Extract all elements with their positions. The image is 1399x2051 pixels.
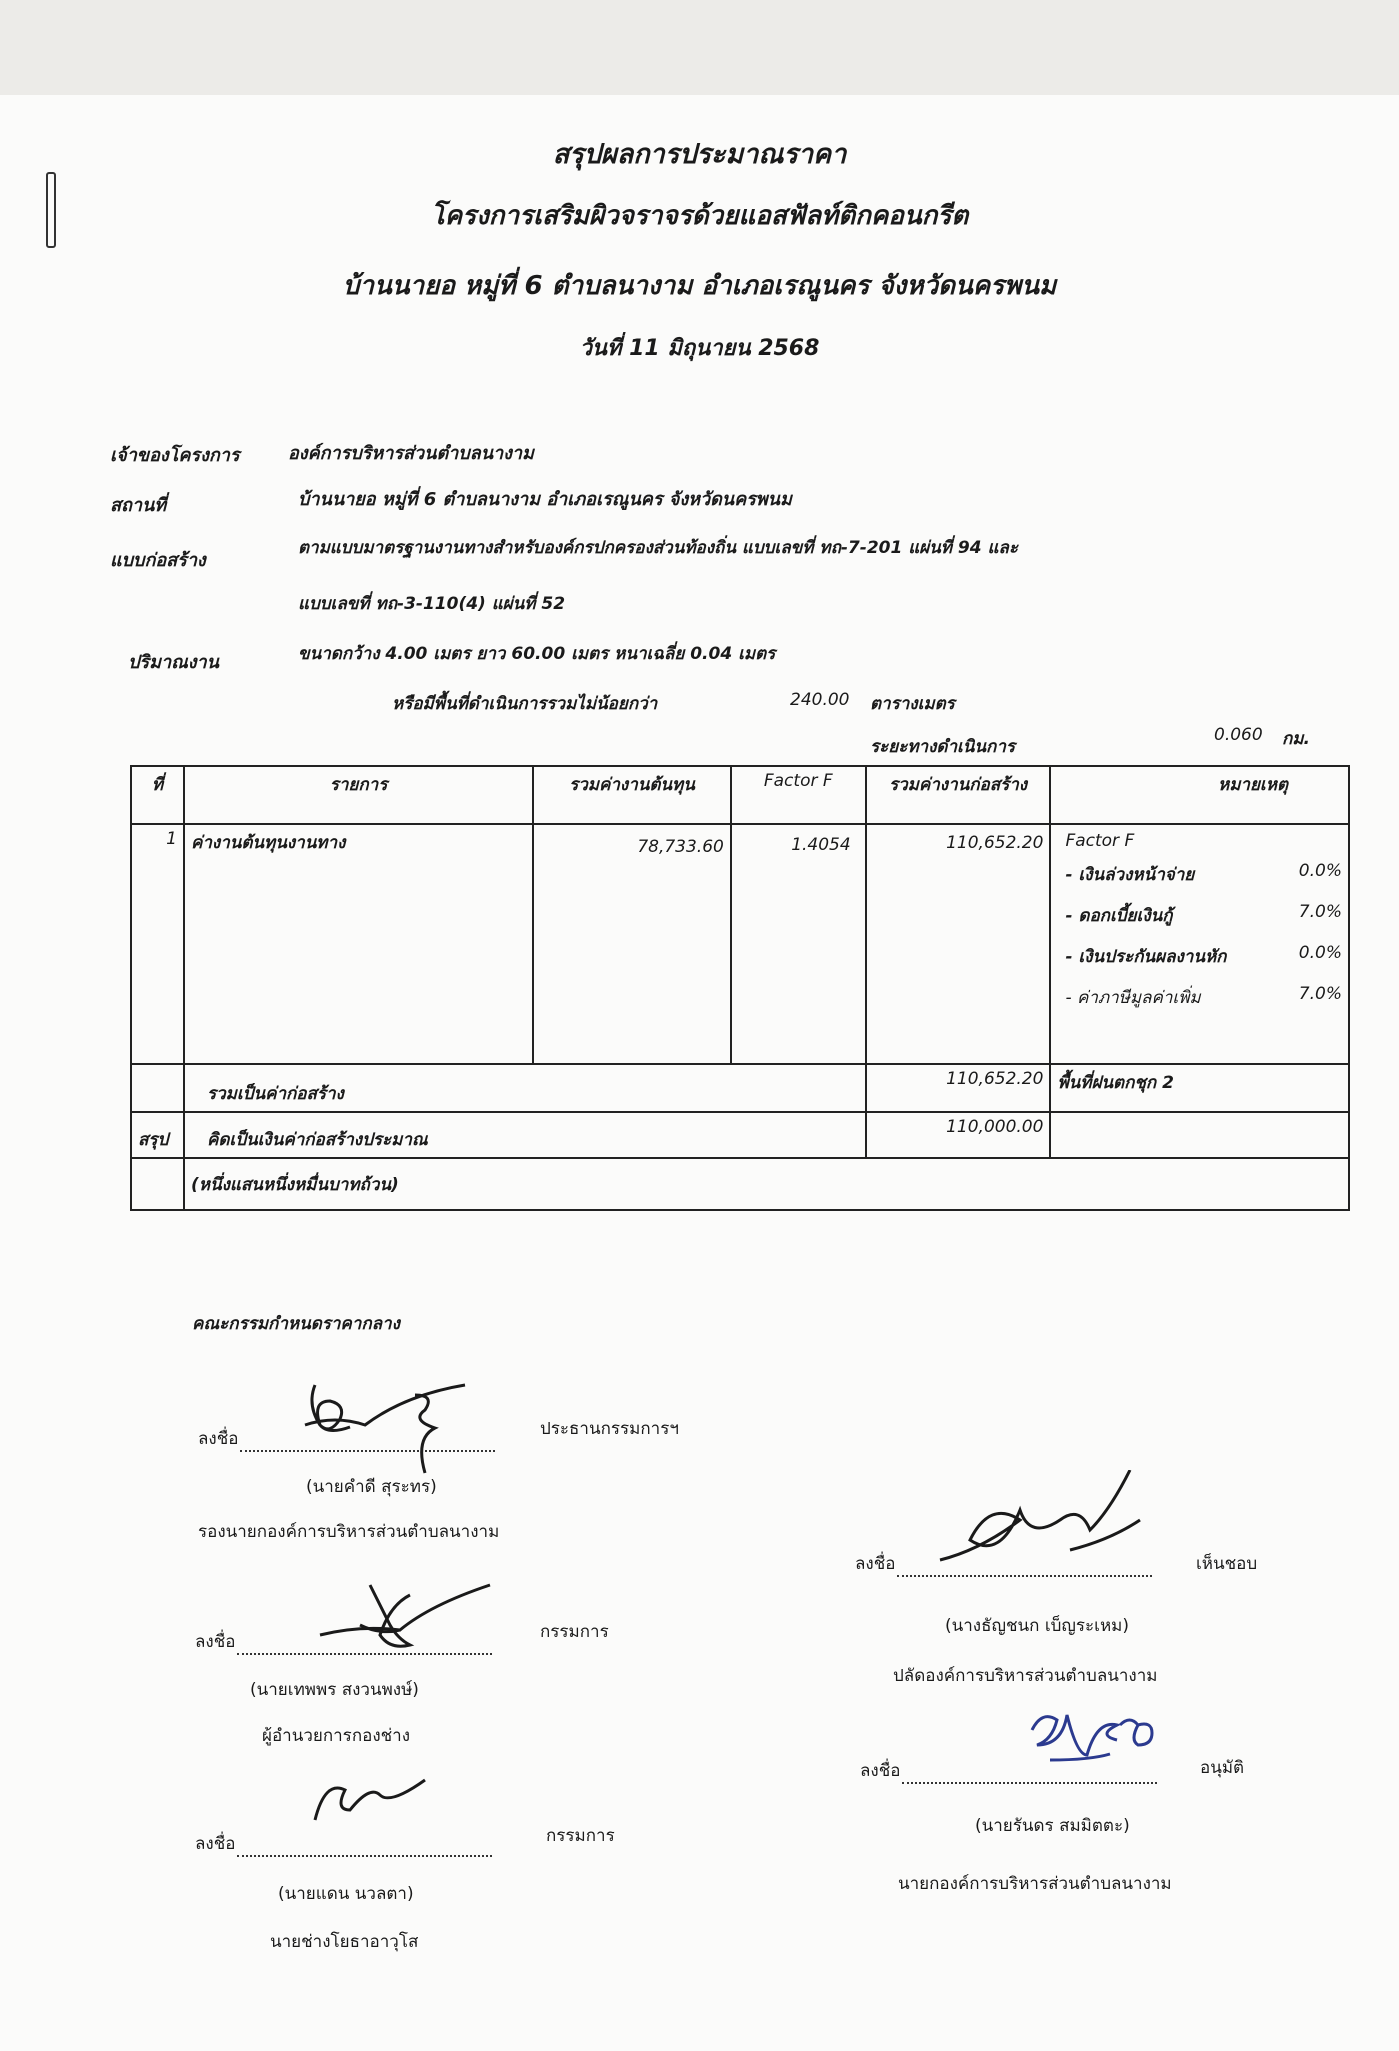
distance-unit: กม. bbox=[1282, 729, 1310, 749]
signature-2 bbox=[300, 1575, 500, 1670]
owner-label: เจ้าของโครงการ bbox=[110, 445, 240, 466]
notes-title: Factor F bbox=[1065, 831, 1135, 851]
amount-text: (หนึ่งแสนหนึ่งหมื่นบาทถ้วน) bbox=[184, 1158, 1349, 1210]
summary-table bbox=[130, 765, 1350, 1211]
signature-line-5: ลงชื่อ bbox=[860, 1757, 1157, 1784]
design-label: แบบก่อสร้าง bbox=[110, 550, 206, 571]
row-no: 1 bbox=[131, 824, 184, 1064]
quantity-label: ปริมาณงาน bbox=[128, 652, 219, 673]
total-label: รวมเป็นค่าก่อสร้าง bbox=[184, 1064, 866, 1112]
header-item: รายการ bbox=[184, 766, 533, 824]
member-1-position: รองนายกองค์การบริหารส่วนตำบลนางาม bbox=[198, 1522, 500, 1542]
signature-line-1: ลงชื่อ bbox=[198, 1425, 495, 1452]
committee-title: คณะกรรมกำหนดราคากลาง bbox=[192, 1314, 400, 1334]
document-title: สรุปผลการประมาณราคา bbox=[552, 139, 847, 170]
member-2-position: ผู้อำนวยการกองช่าง bbox=[262, 1726, 411, 1746]
quantity-value: ขนาดกว้าง 4.00 เมตร ยาว 60.00 เมตร หนาเฉลี่ย 0.04 เมตร bbox=[298, 644, 776, 664]
area-value: 240.00 bbox=[790, 690, 850, 710]
header-cost: รวมค่างานต้นทุน bbox=[533, 766, 731, 824]
signature-line-3: ลงชื่อ bbox=[195, 1830, 492, 1857]
signature-3 bbox=[305, 1765, 435, 1835]
owner-value: องค์การบริหารส่วนตำบลนางาม bbox=[288, 443, 534, 464]
row-construction: 110,652.20 bbox=[866, 824, 1051, 1064]
approver-2-name: (นายรันดร สมมิตตะ) bbox=[975, 1816, 1130, 1836]
signature-1 bbox=[285, 1365, 495, 1475]
place-value: บ้านนายอ หมู่ที่ 6 ตำบลนางาม อำเภอเรณูนคร จังหวัดนครพนม bbox=[298, 489, 792, 510]
row-cost: 78,733.60 bbox=[533, 824, 731, 1064]
area-unit: ตารางเมตร bbox=[870, 694, 955, 714]
header-construction: รวมค่างานก่อสร้าง bbox=[866, 766, 1051, 824]
design-value-2: แบบเลขที่ ทถ-3-110(4) แผ่นที่ 52 bbox=[298, 594, 566, 614]
amount-text-row bbox=[131, 1158, 1349, 1210]
distance-label: ระยะทางดำเนินการ bbox=[870, 737, 1016, 757]
approver-2-position: นายกองค์การบริหารส่วนตำบลนางาม bbox=[898, 1874, 1172, 1894]
note-interest: - ดอกเบี้ยเงินกู้ 7.0% bbox=[1065, 902, 1342, 926]
project-location: บ้านนายอ หมู่ที่ 6 ตำบลนางาม อำเภอเรณูนคร จังหวัดนครพนม bbox=[342, 271, 1057, 301]
note-advance: - เงินล่วงหน้าจ่าย 0.0% bbox=[1065, 861, 1342, 885]
row-factor: 1.4054 bbox=[731, 824, 866, 1064]
signature-5 bbox=[1020, 1700, 1170, 1780]
estimate-value: 110,000.00 bbox=[866, 1112, 1051, 1158]
member-2-role: กรรมการ bbox=[540, 1622, 609, 1642]
table-header-row bbox=[131, 766, 1349, 824]
approver-1-name: (นางธัญชนก เบ็ญระเหม) bbox=[945, 1616, 1130, 1636]
estimate-label: คิดเป็นเงินค่าก่อสร้างประมาณ bbox=[184, 1112, 866, 1158]
project-name: โครงการเสริมผิวจราจรด้วยแอสฟัลท์ติกคอนกรีต bbox=[430, 201, 969, 231]
approver-1-role: เห็นชอบ bbox=[1196, 1554, 1258, 1574]
member-1-name: (นายคำดี สุระทร) bbox=[306, 1477, 437, 1497]
header-no: ที่ bbox=[131, 766, 184, 824]
summary-label: สรุป bbox=[131, 1112, 184, 1158]
approver-1-position: ปลัดองค์การบริหารส่วนตำบลนางาม bbox=[893, 1666, 1158, 1686]
row-item: ค่างานต้นทุนงานทาง bbox=[184, 824, 533, 1064]
place-label: สถานที่ bbox=[110, 495, 167, 516]
table-row bbox=[131, 824, 1349, 1064]
header-remarks: หมายเหตุ bbox=[1050, 766, 1349, 824]
document-date: วันที่ 11 มิถุนายน 2568 bbox=[579, 336, 820, 361]
member-2-name: (นายเทพพร สงวนพงษ์) bbox=[250, 1680, 419, 1700]
distance-value: 0.060 bbox=[1214, 725, 1263, 745]
signature-line-2: ลงชื่อ bbox=[195, 1628, 492, 1655]
approver-2-role: อนุมัติ bbox=[1200, 1758, 1245, 1778]
estimate-row bbox=[131, 1112, 1349, 1158]
total-row bbox=[131, 1064, 1349, 1112]
member-3-role: กรรมการ bbox=[546, 1826, 615, 1846]
note-vat: - ค่าภาษีมูลค่าเพิ่ม 7.0% bbox=[1065, 984, 1342, 1008]
member-3-name: (นายแดน นวลตา) bbox=[278, 1884, 414, 1904]
signature-line-4: ลงชื่อ bbox=[855, 1550, 1152, 1577]
note-guarantee: - เงินประกันผลงานหัก 0.0% bbox=[1065, 943, 1342, 967]
remarks-cell bbox=[1050, 824, 1349, 1064]
design-value-1: ตามแบบมาตรฐานงานทางสำหรับองค์กรปกครองส่วนท้องถิ่น แบบเลขที่ ทถ-7-201 แผ่นที่ 94 และ bbox=[298, 538, 1018, 558]
header-factor: Factor F bbox=[731, 766, 866, 824]
rain-area: พื้นที่ฝนตกชุก 2 bbox=[1050, 1064, 1349, 1112]
member-3-position: นายช่างโยธาอาวุโส bbox=[270, 1932, 419, 1952]
total-value: 110,652.20 bbox=[866, 1064, 1051, 1112]
signature-4 bbox=[920, 1470, 1160, 1580]
member-1-role: ประธานกรรมการฯ bbox=[540, 1419, 679, 1439]
area-label: หรือมีพื้นที่ดำเนินการรวมไม่น้อยกว่า bbox=[392, 694, 658, 714]
